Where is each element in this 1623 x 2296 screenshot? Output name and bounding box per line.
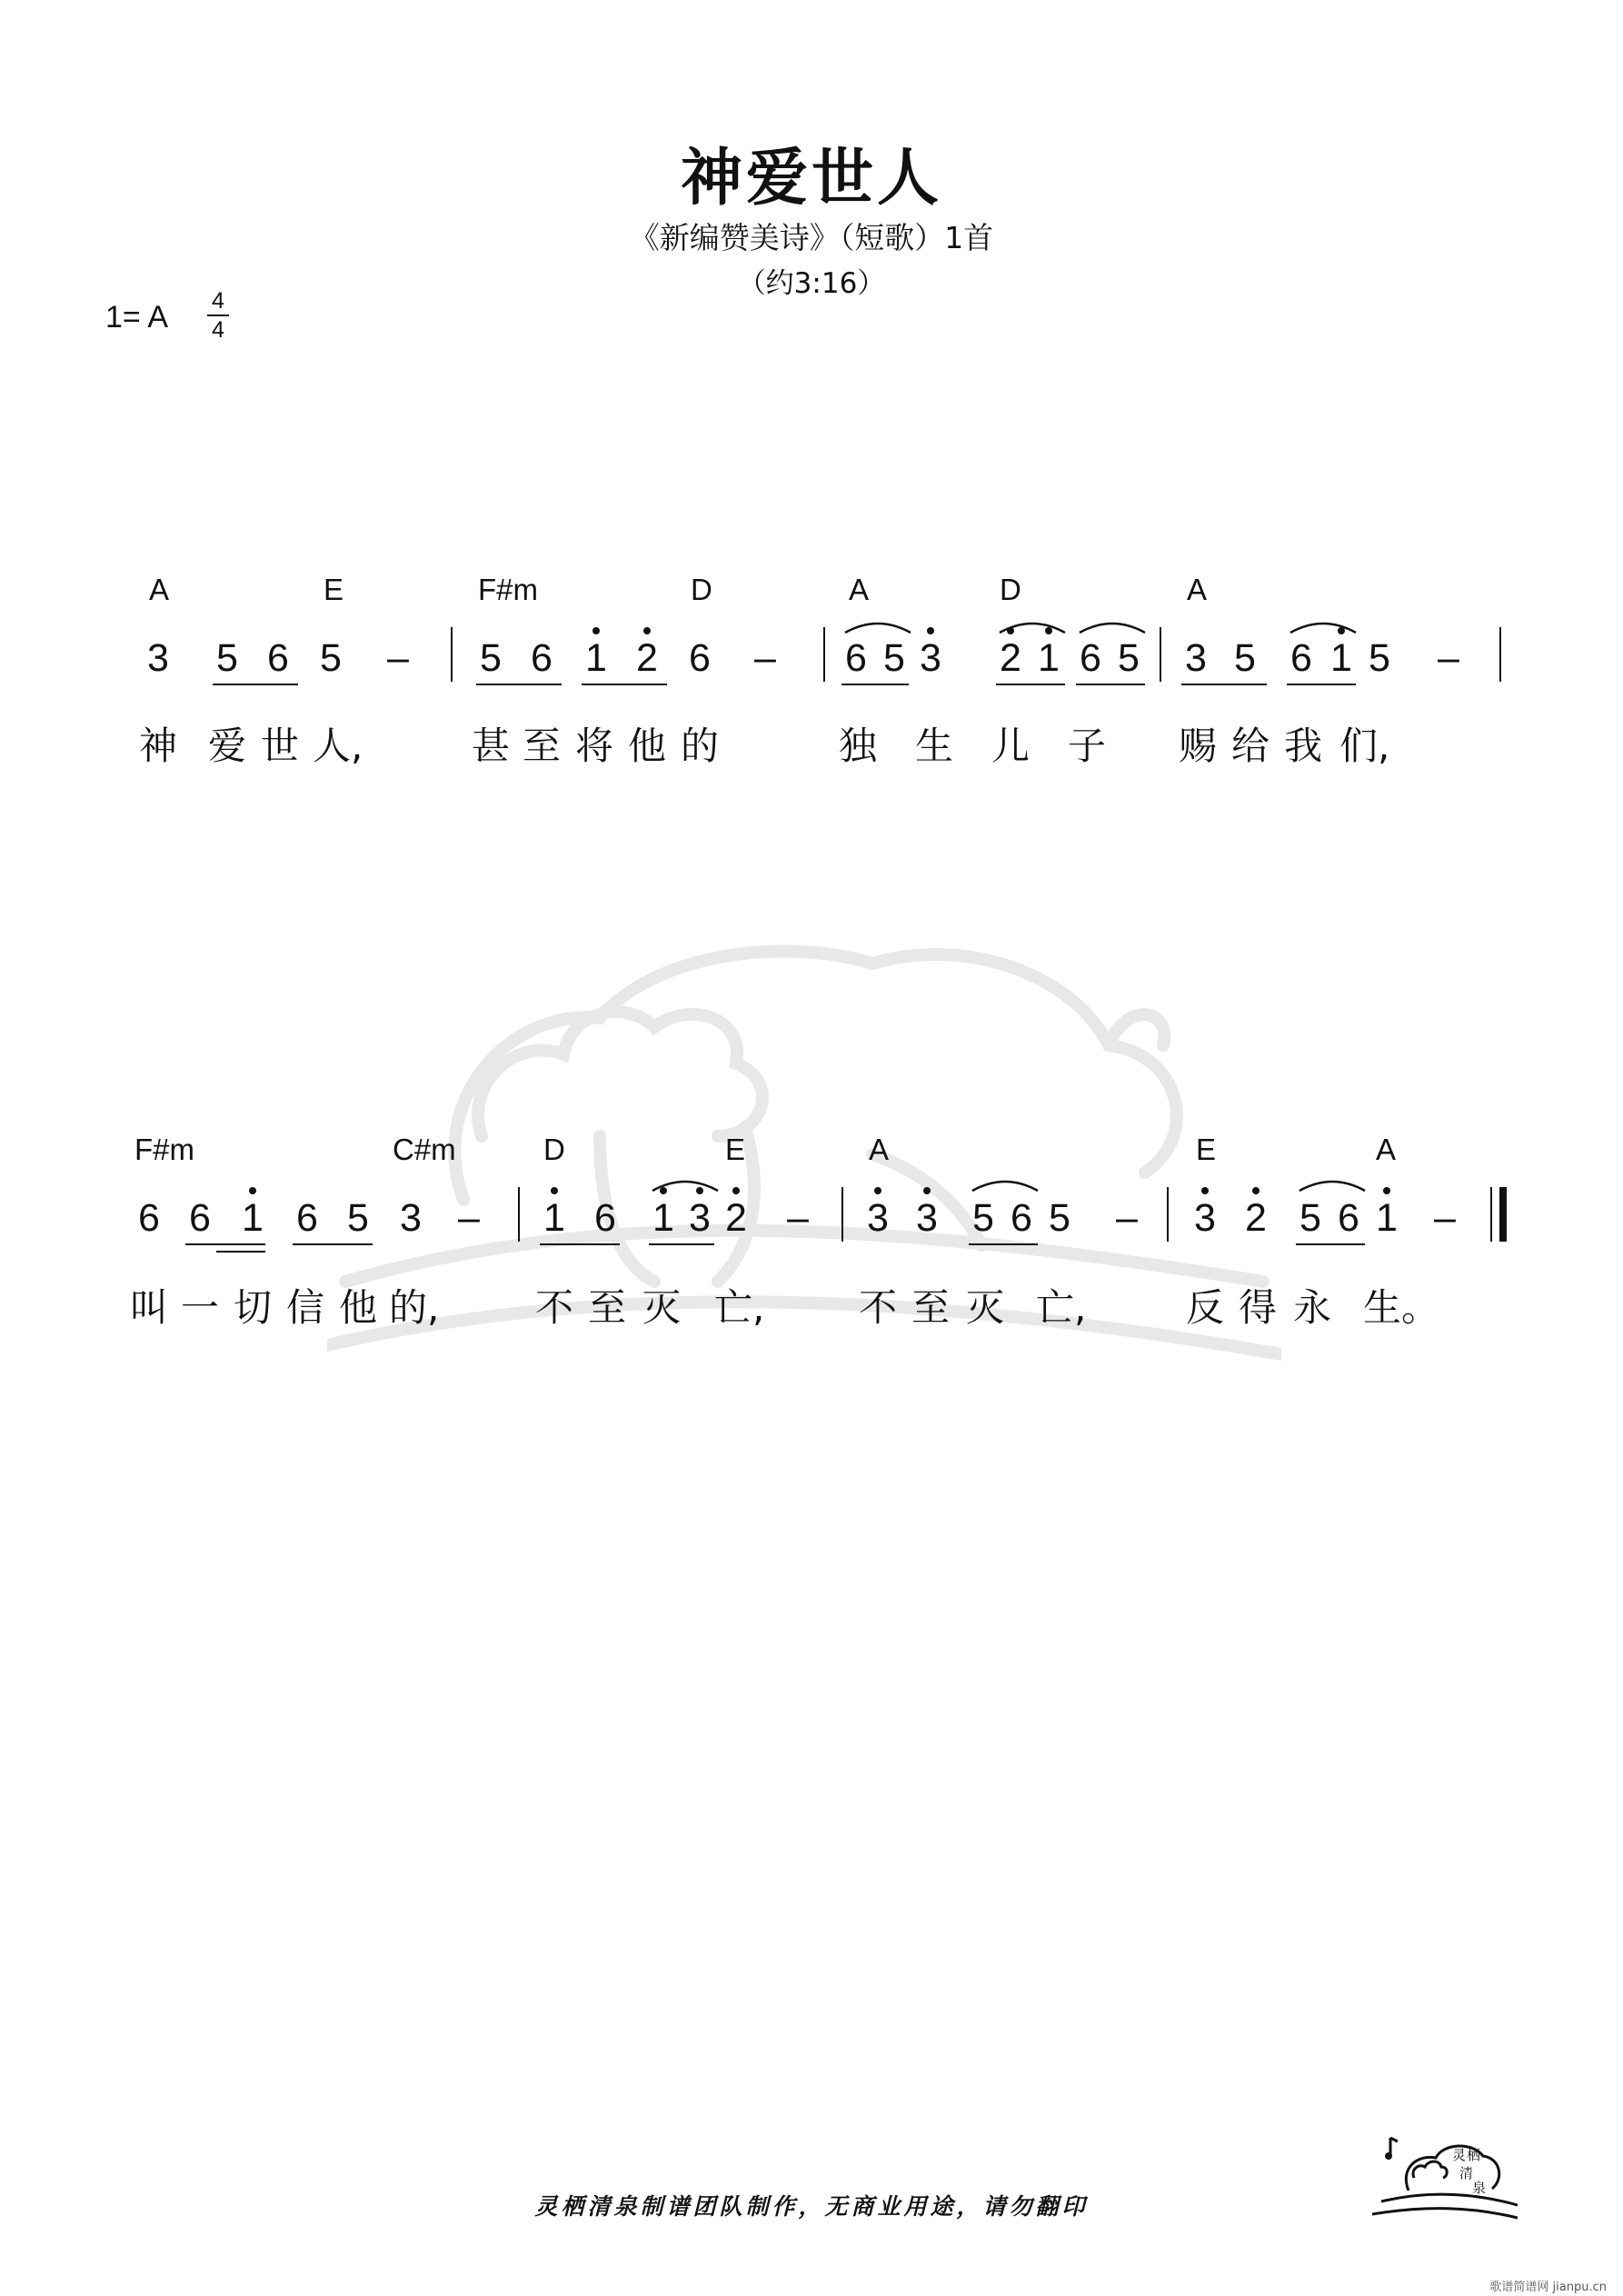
note: 6: [845, 636, 867, 680]
barline: [841, 1187, 843, 1242]
eighth-beam: [996, 684, 1065, 685]
note: 6: [1338, 1196, 1359, 1240]
eighth-beam: [649, 1243, 714, 1245]
barline: [518, 1187, 520, 1242]
note: –: [458, 1196, 480, 1240]
sixteenth-beam: [216, 1251, 265, 1253]
chord: F#m: [134, 1133, 194, 1166]
slur: [1296, 1173, 1369, 1193]
lyric: 至: [587, 1285, 626, 1330]
note: 3: [400, 1196, 422, 1240]
note: 3: [1185, 636, 1207, 680]
note: –: [754, 636, 776, 680]
note: 1: [543, 1196, 565, 1240]
lyric: 人,: [313, 724, 363, 768]
note: 6: [189, 1196, 211, 1240]
eighth-beam: [582, 684, 667, 685]
note: 3: [689, 1196, 711, 1240]
eighth-beam: [1296, 1243, 1365, 1245]
barline: [1160, 627, 1161, 682]
note: 2: [1245, 1196, 1267, 1240]
high-octave-dot: [927, 627, 934, 634]
stamp-char: 清: [1459, 2165, 1474, 2181]
lyric: 亡,: [714, 1285, 765, 1330]
high-octave-dot: [923, 1187, 931, 1194]
chord: E: [324, 573, 344, 606]
lyric: 亡,: [1036, 1285, 1087, 1330]
lyric: 儿: [991, 724, 1030, 768]
time-signature: [207, 289, 229, 342]
note: –: [1116, 1196, 1138, 1240]
lyric: 的: [680, 724, 719, 768]
lyric: 子: [1067, 724, 1106, 768]
key-signature: 1= A: [105, 300, 169, 334]
lyric: 信: [285, 1285, 324, 1330]
note: 6: [1290, 636, 1312, 680]
chord: D: [543, 1133, 565, 1166]
lyric: 灭: [642, 1285, 681, 1330]
note: 3: [867, 1196, 889, 1240]
note: 6: [531, 636, 553, 680]
barline: [1499, 627, 1501, 682]
slur: [1287, 614, 1359, 634]
lyric: 给: [1230, 724, 1270, 768]
chord: D: [1000, 573, 1021, 606]
note: 2: [636, 636, 658, 680]
note: 2: [1000, 636, 1021, 680]
slur: [996, 614, 1069, 634]
note: –: [387, 636, 409, 680]
note: 1: [1330, 636, 1352, 680]
note: 1: [652, 1196, 674, 1240]
sheep-logo-icon: [1372, 2118, 1518, 2227]
lyric: 他: [627, 724, 666, 768]
note: 6: [1080, 636, 1101, 680]
eighth-beam: [1181, 684, 1267, 685]
note: –: [1438, 636, 1459, 680]
lyric: 他: [338, 1285, 377, 1330]
chord: A: [869, 1133, 890, 1166]
note: 6: [138, 1196, 160, 1240]
high-octave-dot: [1383, 1187, 1390, 1194]
note: –: [787, 1196, 809, 1240]
song-subtitle: 《新编赞美诗》（短歌）1首: [629, 220, 994, 255]
high-octave-dot: [592, 627, 600, 634]
lyric: 得: [1238, 1285, 1277, 1330]
note: 5: [1118, 636, 1140, 680]
high-octave-dot: [1201, 1187, 1209, 1194]
lyric: 叫: [129, 1285, 168, 1330]
lyric: 切: [233, 1285, 272, 1330]
note: 5: [320, 636, 342, 680]
barline: [451, 627, 453, 682]
high-octave-dot: [643, 627, 651, 634]
lyric: 不: [858, 1285, 897, 1330]
time-signature-top: 4: [212, 288, 224, 314]
footer-credit: 灵栖清泉制谱团队制作，无商业用途，请勿翻印: [534, 2193, 1089, 2220]
lyric: 甚: [471, 724, 510, 768]
final-barline-thin: [1490, 1187, 1492, 1242]
eighth-beam: [841, 684, 909, 685]
stamp-char: 栖: [1467, 2147, 1481, 2163]
high-octave-dot: [551, 1187, 558, 1194]
barline: [823, 627, 825, 682]
lyric: 爱: [207, 724, 246, 768]
note: 6: [689, 636, 711, 680]
note: 3: [147, 636, 169, 680]
note: 6: [296, 1196, 318, 1240]
stamp-char: 灵: [1452, 2147, 1467, 2163]
stamp-char: 泉: [1472, 2180, 1487, 2196]
high-octave-dot: [1252, 1187, 1260, 1194]
eighth-beam: [293, 1243, 373, 1245]
lyric: 一: [180, 1285, 219, 1330]
note: 1: [1376, 1196, 1398, 1240]
lyric: 赐: [1178, 724, 1217, 768]
lyric: 灭: [965, 1285, 1004, 1330]
lyric: 至: [911, 1285, 950, 1330]
note: 5: [216, 636, 238, 680]
note: 5: [1299, 1196, 1321, 1240]
chord: E: [1196, 1133, 1217, 1166]
chord: D: [691, 573, 712, 606]
slur: [841, 614, 914, 634]
eighth-beam: [185, 1243, 265, 1245]
note: 5: [347, 1196, 369, 1240]
slur: [969, 1173, 1041, 1193]
lyric: 独: [838, 724, 877, 768]
lyric: 们,: [1339, 724, 1390, 768]
chord: A: [149, 573, 170, 606]
high-octave-dot: [874, 1187, 881, 1194]
eighth-beam: [969, 1243, 1038, 1245]
chord: A: [849, 573, 870, 606]
note: 5: [1049, 1196, 1070, 1240]
note: 6: [594, 1196, 616, 1240]
note: 3: [916, 1196, 938, 1240]
eighth-beam: [1076, 684, 1145, 685]
eighth-beam: [540, 1243, 620, 1245]
final-barline-thick: [1499, 1187, 1507, 1242]
lyric: 至: [522, 724, 561, 768]
site-mark: 歌谱简谱网 jianpu.cn: [1489, 2281, 1607, 2294]
sheep-watermark-icon: [327, 900, 1281, 1409]
high-octave-dot: [732, 1187, 740, 1194]
eighth-beam: [476, 684, 562, 685]
lyric: 世: [260, 724, 299, 768]
publisher-stamp: [1372, 2118, 1518, 2231]
barline: [1167, 1187, 1169, 1242]
lyric: 的,: [389, 1285, 440, 1330]
note: 5: [1369, 636, 1390, 680]
lyric: 不: [534, 1285, 573, 1330]
chord: A: [1187, 573, 1208, 606]
note: 5: [1234, 636, 1256, 680]
lyric: 生: [914, 724, 953, 768]
note: 3: [920, 636, 941, 680]
eighth-beam: [213, 684, 298, 685]
scripture-reference: （约3:16）: [737, 267, 886, 300]
lyric: 反: [1185, 1285, 1224, 1330]
song-title: 神爱世人: [680, 143, 942, 215]
time-signature-bottom: 4: [212, 317, 224, 343]
eighth-beam: [1287, 684, 1356, 685]
lyric: 永: [1292, 1285, 1331, 1330]
slur: [649, 1173, 722, 1193]
note: 2: [725, 1196, 747, 1240]
note: 5: [972, 1196, 994, 1240]
high-octave-dot: [249, 1187, 256, 1194]
note: 3: [1194, 1196, 1216, 1240]
lyric: 生。: [1363, 1285, 1440, 1330]
lyric: 神: [138, 724, 177, 768]
note: –: [1434, 1196, 1456, 1240]
note: 1: [242, 1196, 264, 1240]
chord: F#m: [478, 573, 538, 606]
note: 6: [1011, 1196, 1032, 1240]
note: 6: [267, 636, 289, 680]
note: 1: [1038, 636, 1060, 680]
lyric: 将: [574, 724, 613, 768]
lyric: 我: [1283, 724, 1322, 768]
note: 5: [480, 636, 502, 680]
chord: C#m: [393, 1133, 456, 1166]
note: 1: [585, 636, 607, 680]
chord: A: [1376, 1133, 1397, 1166]
note: 5: [883, 636, 905, 680]
chord: E: [725, 1133, 746, 1166]
slur: [1076, 614, 1149, 634]
